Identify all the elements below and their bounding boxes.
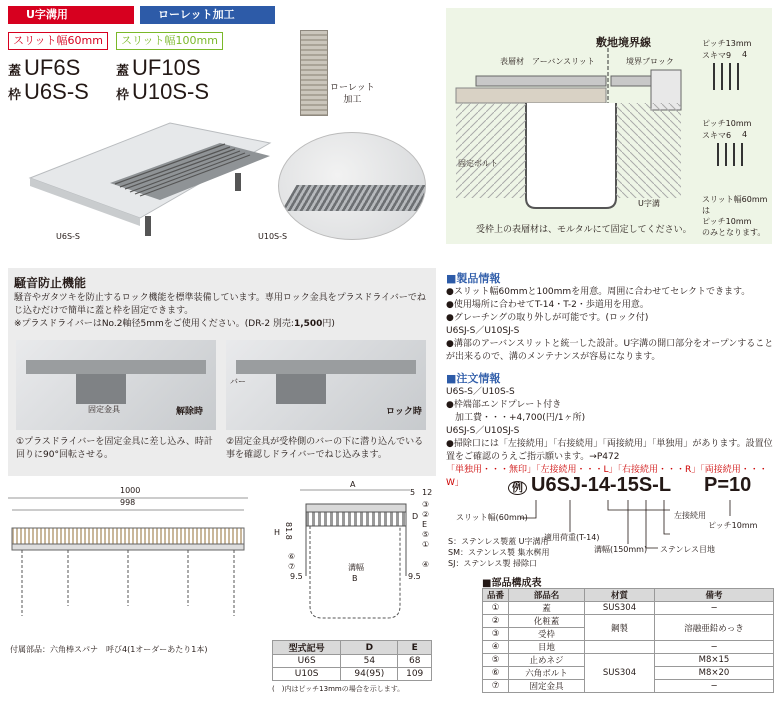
fixture-label: 固定金具 bbox=[88, 405, 120, 414]
model-u6s-s: 枠 U6S-S bbox=[8, 79, 89, 104]
noise-title: 騒音防止機能 bbox=[14, 276, 87, 290]
parts-table bbox=[482, 588, 774, 693]
slit60-label: スリット幅60mm bbox=[8, 32, 108, 50]
noise-paragraph: 騒音やガタツキを防止するロック機能を標準装備しています。専用ロック金具をプラスドライバーでねじ込むだけで簡単に蓋と枠を固定できます。 bbox=[14, 293, 426, 316]
product-info-item: ●スリット幅60mmと100mmを用意。周囲に合わせてセレクトできます。 bbox=[446, 287, 751, 297]
callout-1: ① bbox=[422, 540, 430, 549]
left-connect-label: 左接続用 bbox=[674, 511, 706, 520]
table-row: ⑦ 固定金具 − bbox=[483, 680, 774, 693]
mortar-note: 受枠上の表層材は、モルタルにて固定してください。 bbox=[476, 225, 692, 235]
order-info-item: ●掃除口には「左接続用」「右接続用」「両接続用」「単独用」があります。設置位置をご確認のうえご指示願います。→P472 bbox=[446, 439, 773, 462]
photo-caption-left: U6S-S bbox=[56, 232, 80, 241]
dims-header: 型式記号 bbox=[273, 641, 341, 655]
gap9-label: スキマ9 bbox=[702, 51, 732, 60]
boundary-line-label: 敷地境界線 bbox=[596, 36, 651, 49]
callout-6: ⑥ bbox=[288, 552, 296, 561]
callout-4: ④ bbox=[422, 560, 430, 569]
driver-note: ※プラスドライバーはNo.2軸径5mmをご使用ください。(DR-2 別売:1,500円) bbox=[14, 319, 335, 329]
product-info-item: ●使用場所に合わせてT-14・T-2・歩道用を用意。 bbox=[446, 300, 649, 310]
callout-7: ⑦ bbox=[288, 562, 296, 571]
table-row: U6S 54 68 bbox=[273, 655, 432, 668]
example-pitch: P=10 bbox=[704, 474, 752, 496]
step1-caption: ①プラスドライバーを固定金具に差し込み、時計回りに90°回転させる。 bbox=[16, 437, 213, 460]
order-info-item: 加工費・・・+4,700(円/1ヶ所) bbox=[446, 413, 586, 423]
load-label: 適用荷重(T-14) bbox=[544, 533, 600, 542]
dims-header: E bbox=[398, 641, 432, 655]
parts-title: ■部品構成表 bbox=[482, 578, 542, 589]
model-uf6s: 蓋 UF6S bbox=[8, 55, 81, 80]
dim-1000: 1000 bbox=[120, 486, 141, 495]
photo-caption-right: U10S-S bbox=[258, 232, 288, 241]
pitch10mm-label: ピッチ10mm bbox=[708, 521, 758, 530]
dim-B: B bbox=[352, 574, 358, 583]
four-a-label: 4 bbox=[742, 50, 748, 59]
boundary-block-label: 境界ブロック bbox=[626, 57, 674, 66]
dim-H: H bbox=[274, 528, 281, 537]
accessory-note: 付属部品：六角棒スパナ 呼び4(1オーダーあたり1本) bbox=[10, 645, 208, 654]
noise-section bbox=[8, 268, 436, 476]
four-b-label: 4 bbox=[742, 130, 748, 139]
table-row: ⑤ 止めネジ SUS304 M8×15 bbox=[483, 654, 774, 667]
pitch13-label: ピッチ13mm bbox=[702, 39, 752, 48]
table-row: ④ 目地 − bbox=[483, 641, 774, 654]
parts-header: 備考 bbox=[655, 589, 774, 602]
product-info bbox=[446, 270, 776, 364]
model-u10s-s: 枠 U10S-S bbox=[116, 79, 210, 104]
dim-E: E bbox=[422, 520, 428, 529]
groove-width-label: 溝幅(150mm) bbox=[594, 545, 648, 554]
dim-D: D bbox=[412, 512, 419, 521]
bar-label: バー bbox=[230, 377, 246, 386]
table-row: ① 蓋 SUS304 − bbox=[483, 602, 774, 615]
usage-tag: U字溝用 bbox=[8, 6, 134, 24]
dim-9-5-left: 9.5 bbox=[290, 572, 303, 581]
unlock-state: 解除時 bbox=[176, 407, 204, 417]
urban-slit-label: アーバンスリット bbox=[532, 57, 595, 66]
model-uf10s: 蓋 UF10S bbox=[116, 55, 201, 80]
dims-note: ( )内はピッチ13mmの場合を示します。 bbox=[272, 685, 405, 693]
parts-header: 品番 bbox=[483, 589, 509, 602]
plan-drawing bbox=[8, 486, 248, 696]
dim-998: 998 bbox=[120, 498, 136, 507]
slit-width-label: スリット幅(60mm) bbox=[456, 513, 528, 522]
callout-2: ② bbox=[422, 510, 430, 519]
section-drawing bbox=[270, 480, 440, 626]
order-info-item: U6SJ-S／U10SJ-S bbox=[446, 426, 520, 436]
example-mark: 例 bbox=[508, 481, 527, 495]
parts-header: 部品名 bbox=[509, 589, 585, 602]
product-photo-u10s-s bbox=[278, 132, 426, 240]
slit100-label: スリット幅100mm bbox=[116, 32, 223, 50]
fixing-bolt-label: 固定ボルト bbox=[458, 159, 498, 168]
example-code: 例 U6SJ-14-15S-L bbox=[508, 474, 671, 497]
product-info-title: ■製品情報 bbox=[446, 272, 501, 285]
knurl-tag: ローレット加工 bbox=[140, 6, 275, 24]
table-row: ③ 受枠 bbox=[483, 628, 774, 641]
stainless-joint-label: ステンレス目地 bbox=[660, 545, 715, 554]
step2-caption: ②固定金具が受枠側のバーの下に潜り込んでいる事を確認しドライバーでねじ込みます。 bbox=[226, 437, 424, 460]
callout-3: ③ bbox=[422, 500, 430, 509]
u-channel-label: U字溝 bbox=[638, 199, 660, 208]
pitch10-label: ピッチ10mm bbox=[702, 119, 752, 128]
order-info-item: U6S-S／U10S-S bbox=[446, 387, 515, 397]
product-photo-u6s-s bbox=[20, 108, 280, 238]
surface-material-label: 表層材 bbox=[500, 57, 524, 66]
product-info-item: ●溝部のアーバンスリットと統一した設計。U字溝の開口部分をオープンすることが出来るので、溝のメンテナンスが容易になります。 bbox=[446, 339, 774, 362]
order-info-title: ■注文情報 bbox=[446, 372, 501, 385]
table-row: ⑥ 六角ボルト M8×20 bbox=[483, 667, 774, 680]
product-info-item: ●グレーチングの取り外しが可能です。(ロック付) bbox=[446, 313, 649, 323]
slit60-pitch-note: スリット幅60mmは ピッチ10mm のみとなります。 bbox=[702, 195, 768, 237]
product-info-item: U6SJ-S／U10SJ-S bbox=[446, 326, 520, 336]
dim-5: 5 bbox=[410, 488, 416, 497]
callout-5: ⑤ bbox=[422, 530, 430, 539]
knurl-label: ローレット 加工 bbox=[330, 83, 375, 105]
dim-A: A bbox=[350, 480, 356, 489]
dim-81-8: 81.8 bbox=[284, 522, 293, 540]
dim-9-5-right: 9.5 bbox=[408, 572, 421, 581]
dims-header: D bbox=[341, 641, 398, 655]
dim-12: 12 bbox=[422, 488, 433, 497]
installation-diagram bbox=[446, 8, 772, 244]
table-row: U10S 94(95) 109 bbox=[273, 668, 432, 681]
table-row: ② 化粧蓋 鋼製 溶融亜鉛めっき bbox=[483, 615, 774, 628]
dims-table bbox=[272, 640, 432, 681]
order-info-item: 「単独用・・・無印」「左接続用・・・L」「右接続用・・・R」「両接続用・・・W」 bbox=[446, 465, 768, 488]
order-info-item: ●枠端部エンドプレート付き bbox=[446, 400, 562, 410]
code-legend: S：ステンレス製蓋 U字溝用 SM：ステンレス製 集水桝用 SJ：ステンレス製 掃除口 bbox=[448, 537, 550, 568]
order-info bbox=[446, 370, 776, 490]
gap6-label: スキマ6 bbox=[702, 131, 732, 140]
knurl-sample-image bbox=[300, 30, 328, 116]
lock-state: ロック時 bbox=[386, 407, 422, 417]
groove-width-dim: 溝幅 bbox=[348, 563, 364, 572]
parts-header: 材質 bbox=[585, 589, 655, 602]
